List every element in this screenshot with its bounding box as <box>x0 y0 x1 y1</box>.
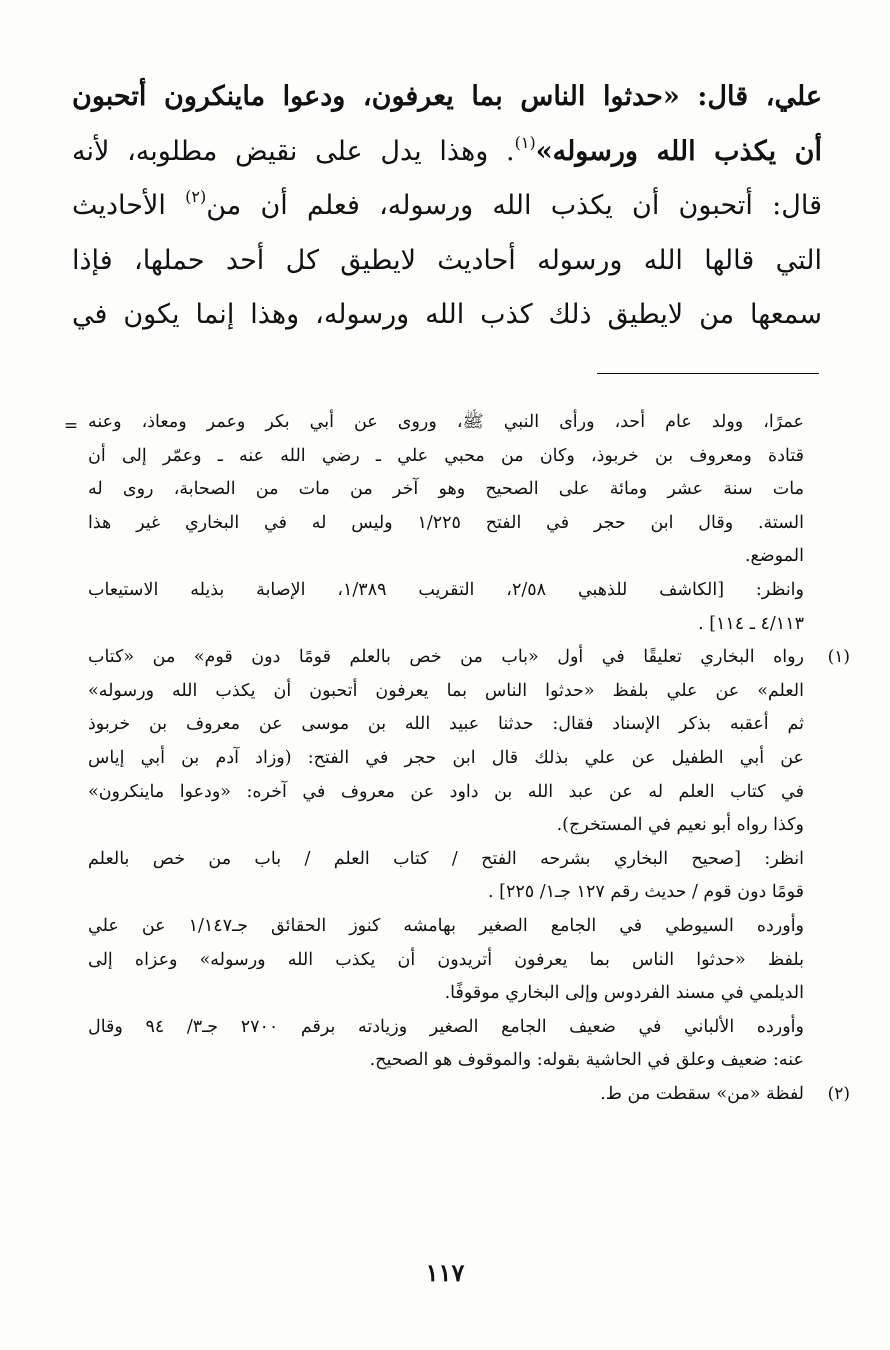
footnote-1 <box>60 641 850 1078</box>
footnote-line: عمرًا، وولد عام أحد، ورأى النبي ﷺ، وروى عن أبي بكر وعمر ومعاذ، وعنه <box>88 412 804 432</box>
footnote-1-body <box>88 641 804 1078</box>
footnote-line: رواه البخاري تعليقًا في أول «باب من خص بالعلم قومًا دون قوم» من «كتاب <box>88 647 804 668</box>
main-line-5-text: سمعها من لايطيق ذلك كذب الله ورسوله، وهذا إنما يكون في <box>72 299 822 330</box>
footnote-line: وانظر: [الكاشف للذهبي ٢/٥٨، التقريب ١/٣٨٩، الإصابة بذيله الاستيعاب <box>88 579 804 600</box>
footnote-line: وأورده السيوطي في الجامع الصغير بهامشه كنوز الحقائق جـ١/١٤٧ عن علي <box>88 915 804 936</box>
footnote-line: العلم» عن علي بلفظ «حدثوا الناس بما يعرفون أتحبون أن يكذب الله ورسوله» <box>88 680 804 701</box>
footnote-line: عنه: ضعيف وعلق في الحاشية بقوله: والموقوف هو الصحيح. <box>369 1050 804 1071</box>
footnote-line: ٤/١١٣ ـ ١١٤] . <box>698 613 804 634</box>
page-number: ١١٧ <box>425 1258 465 1287</box>
footnote-line: الستة. وقال ابن حجر في الفتح ١/٢٢٥ وليس له في البخاري غير هذا <box>88 512 804 533</box>
main-line-3a-text: قال: أتحبون أن يكذب الله ورسوله، فعلم أن من <box>206 190 822 221</box>
main-text-line <box>72 70 822 125</box>
quote-end-text: أن يكذب الله ورسوله» <box>535 135 822 167</box>
main-text <box>72 70 822 343</box>
footnote-2-body <box>88 1078 804 1112</box>
footnote-line: في كتاب العلم له عن عبد الله بن داود عن معروف في آخره: «ودعوا ماينكرون» <box>88 781 804 802</box>
main-line-2-text: . وهذا يدل على نقيض مطلوبه، لأنه <box>72 135 515 167</box>
main-line-3b-text: الأحاديث <box>72 190 186 221</box>
footnote-separator <box>597 373 819 374</box>
footnote-line: وأورده الألباني في ضعيف الجامع الصغير وزيادته برقم ٢٧٠٠ جـ٣/ ٩٤ وقال <box>88 1016 804 1037</box>
footnote-line: وكذا رواه أبو نعيم في المستخرج). <box>556 815 804 836</box>
footnote-line: انظر: [صحيح البخاري بشرحه الفتح / كتاب العلم / باب من خص بالعلم <box>88 848 804 869</box>
footnote-line: الموضع. <box>744 546 804 567</box>
footnote-line: لفظة «من» سقطت من ط. <box>600 1083 804 1104</box>
main-text-line <box>72 125 822 180</box>
footnote-continuation-body <box>88 406 804 641</box>
continuation-marker: = <box>63 416 79 436</box>
footnotes <box>60 406 850 1111</box>
footnote-2 <box>60 1078 850 1112</box>
main-text-line <box>72 179 822 234</box>
footnote-2-marker: (٢) <box>827 1083 850 1104</box>
footnote-line: قتادة ومعروف بن خربوذ، وكان من محبي علي ـ رضي الله عنه ـ وعمّر إلى أن <box>88 445 804 466</box>
footnote-line: بلفظ «حدثوا الناس بما يعرفون أتريدون أن يكذب الله ورسوله» وعزاه إلى <box>88 949 804 970</box>
footnote-line: قومًا دون قوم / حديث رقم ١٢٧ جـ١/ ٢٢٥] . <box>488 882 804 903</box>
footnote-line: مات سنة عشر ومائة على الصحيح وهو آخر من مات من الصحابة، روى له <box>88 479 804 500</box>
footnote-ref-2[interactable]: (٢) <box>185 187 207 206</box>
main-line-1-text: علي، قال: «حدثوا الناس بما يعرفون، ودعوا ماينكرون أتحبون <box>72 81 822 112</box>
main-text-line <box>72 288 822 343</box>
main-line-4-text: التي قالها الله ورسوله أحاديث لايطيق كل أحد حملها، فإذا <box>72 244 822 276</box>
footnote-ref-1[interactable]: (١) <box>514 132 536 152</box>
footnote-line: الديلمي في مسند الفردوس وإلى البخاري موقوفًا. <box>444 983 804 1004</box>
main-text-line <box>72 234 822 289</box>
footnote-line: عن أبي الطفيل عن علي بذلك قال ابن حجر في الفتح: (وزاد آدم بن أبي إياس <box>88 747 804 768</box>
footnote-continuation <box>60 406 850 641</box>
footnote-1-marker: (١) <box>827 647 850 668</box>
footnote-line: ثم أعقبه بذكر الإسناد فقال: حدثنا عبيد الله بن موسى عن معروف بن خربوذ <box>88 714 804 735</box>
